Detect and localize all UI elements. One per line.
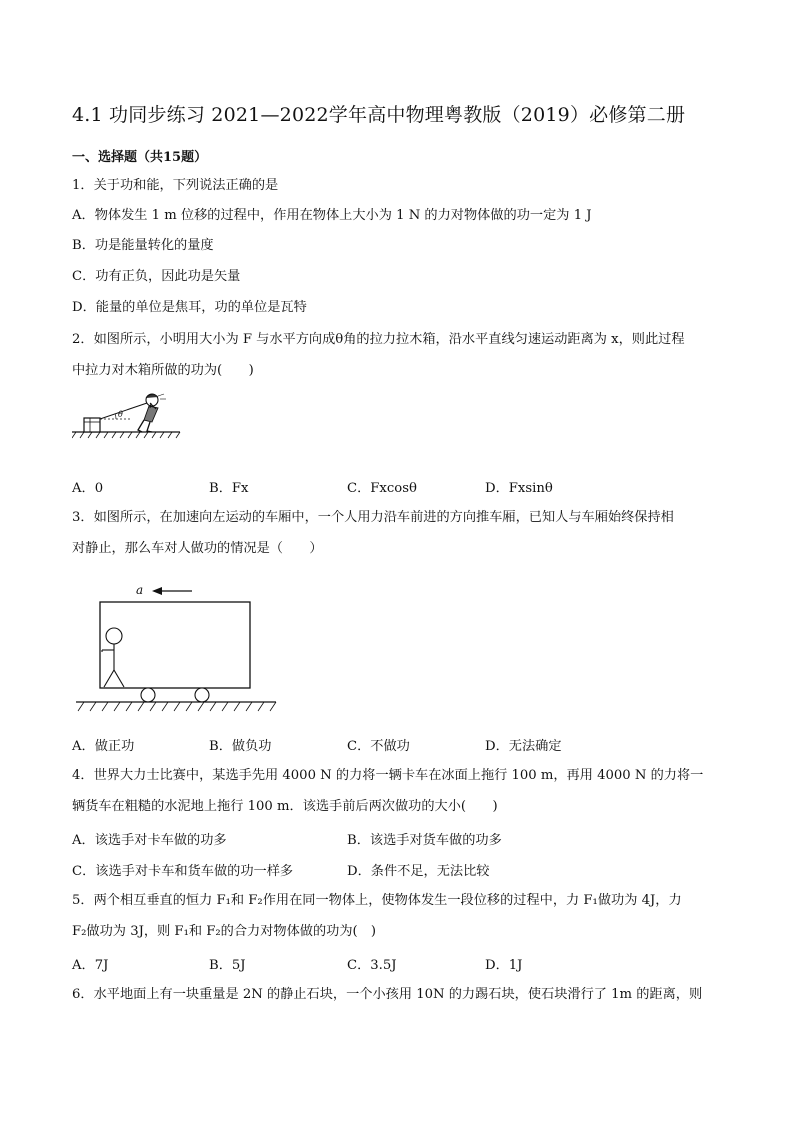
q3-options-row xyxy=(72,735,732,755)
q2-stem-line1: 2．如图所示，小明用大小为 F 与水平方向成θ角的拉力拉木箱，沿水平直线匀速运动距离为 x，则此过程 xyxy=(72,332,685,347)
q4-option-c: C．该选手对卡车和货车做的功一样多 xyxy=(72,864,294,879)
q3-stem-line1: 3．如图所示，在加速向左运动的车厢中，一个人用力沿车前进的方向推车厢，已知人与车厢始终保持相 xyxy=(72,510,674,525)
q2-options-row xyxy=(72,477,732,497)
q4-option-b: B．该选手对货车做的功多 xyxy=(347,833,502,848)
q2-option-c: C．Fxcosθ xyxy=(347,481,417,496)
q4-options-row2 xyxy=(72,860,732,880)
q5-option-c: C．3.5J xyxy=(347,958,397,973)
document-title: 4.1 功同步练习 2021—2022学年高中物理粤教版（2019）必修第二册 xyxy=(72,104,686,126)
q5-stem-line2: F₂做功为 3J，则 F₁和 F₂的合力对物体做的功为( ) xyxy=(72,924,377,939)
q3-option-c: C．不做功 xyxy=(347,739,410,754)
q6-stem-line1: 6．水平地面上有一块重量是 2N 的静止石块，一个小孩用 10N 的力踢石块，使石块滑行了 1m 的距离，则 xyxy=(72,987,703,1002)
q5-option-d: D．1J xyxy=(485,958,523,973)
q4-stem-line2: 辆货车在粗糙的水泥地上拖行 100 m．该选手前后两次做功的大小( ) xyxy=(72,799,498,814)
q2-option-d: D．Fxsinθ xyxy=(485,481,553,496)
q3-stem-line2: 对静止，那么车对人做功的情况是（ ） xyxy=(72,541,323,556)
q3-figure-accelerating-carriage xyxy=(76,580,278,716)
q3-option-b: B．做负功 xyxy=(209,739,272,754)
q4-option-d: D．条件不足，无法比较 xyxy=(347,864,490,879)
q2-option-b: B．Fx xyxy=(209,481,249,496)
q3-option-d: D．无法确定 xyxy=(485,739,562,754)
q2-stem-line2: 中拉力对木箱所做的功为( ) xyxy=(72,363,254,378)
q3-option-a: A．做正功 xyxy=(72,739,135,754)
q2-option-a: A．0 xyxy=(72,481,104,496)
q2-angle-label: θ xyxy=(118,410,123,419)
q4-options-row1 xyxy=(72,829,732,849)
q1-option-d: D．能量的单位是焦耳，功的单位是瓦特 xyxy=(72,300,307,315)
q5-options-row xyxy=(72,954,732,974)
q5-option-a: A．7J xyxy=(72,958,109,973)
q1-stem: 1．关于功和能，下列说法正确的是 xyxy=(72,178,279,193)
q1-option-c: C．功有正负，因此功是矢量 xyxy=(72,269,241,284)
section-heading: 一、选择题（共15题） xyxy=(72,150,208,165)
q1-option-b: B．功是能量转化的量度 xyxy=(72,238,214,253)
q2-figure-boy-pulling-box xyxy=(72,392,184,442)
q3-accel-label: a xyxy=(136,583,144,597)
q4-option-a: A．该选手对卡车做的功多 xyxy=(72,833,227,848)
q4-stem-line1: 4．世界大力士比赛中，某选手先用 4000 N 的力将一辆卡车在冰面上拖行 100 m，再用 4000 N 的力将一 xyxy=(72,768,704,783)
q5-option-b: B．5J xyxy=(209,958,246,973)
q1-option-a: A．物体发生 1 m 位移的过程中，作用在物体上大小为 1 N 的力对物体做的功一定为 1 J xyxy=(72,208,592,223)
q5-stem-line1: 5．两个相互垂直的恒力 F₁和 F₂作用在同一物体上，使物体发生一段位移的过程中，力 F₁做功为 4J，力 xyxy=(72,893,682,908)
